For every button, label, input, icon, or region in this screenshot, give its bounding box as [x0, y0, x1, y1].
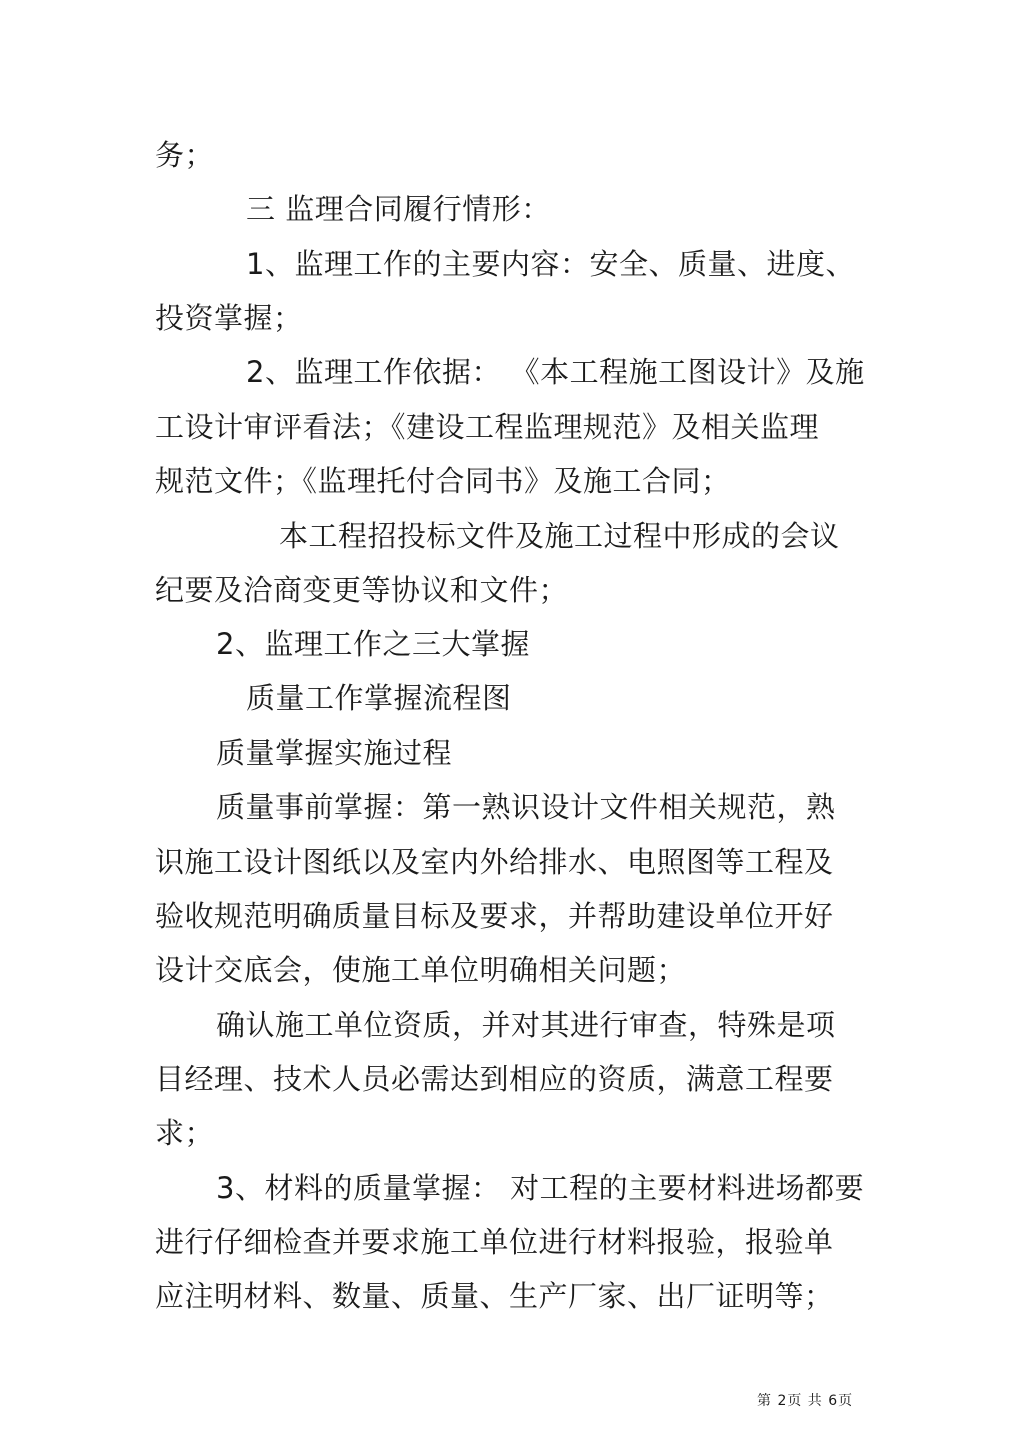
text-line: 设计交底会，使施工单位明确相关问题；: [155, 953, 687, 987]
text-line: 3、材料的质量掌握： 对工程的主要材料进场都要: [216, 1171, 865, 1205]
text-line: 务；: [155, 138, 215, 172]
text-line: 纪要及洽商变更等协议和文件；: [155, 573, 569, 607]
text-line: 质量事前掌握：第一熟识设计文件相关规范，熟: [216, 790, 836, 824]
section-heading: 三 监理合同履行情形：: [246, 192, 551, 226]
text-line: 目经理、技术人员必需达到相应的资质，满意工程要: [155, 1062, 834, 1096]
text-line: 本工程招投标文件及施工过程中形成的会议: [279, 519, 840, 553]
text-line: 质量掌握实施过程: [216, 736, 453, 770]
text-line: 规范文件；《监理托付合同书》及施工合同；: [155, 464, 731, 498]
text-line: 2、监理工作依据： 《本工程施工图设计》及施: [246, 355, 865, 389]
text-line: 进行仔细检查并要求施工单位进行材料报验，报验单: [155, 1225, 834, 1259]
text-line: 1、监理工作的主要内容：安全、质量、进度、: [246, 247, 855, 281]
text-line: 工设计审评看法；《建设工程监理规范》及相关监理: [155, 410, 820, 444]
text-line: 应注明材料、数量、质量、生产厂家、出厂证明等；: [155, 1279, 834, 1313]
text-line: 投资掌握；: [155, 301, 303, 335]
text-line: 确认施工单位资质，并对其进行审查，特殊是项: [216, 1008, 836, 1042]
text-line: 验收规范明确质量目标及要求，并帮助建设单位开好: [155, 899, 834, 933]
text-line: 2、监理工作之三大掌握: [216, 627, 530, 661]
text-line: 质量工作掌握流程图: [246, 681, 512, 715]
page-number: 第 2页 共 6页: [757, 1393, 854, 1409]
text-line: 识施工设计图纸以及室内外给排水、电照图等工程及: [155, 845, 834, 879]
text-line: 求；: [155, 1116, 215, 1150]
